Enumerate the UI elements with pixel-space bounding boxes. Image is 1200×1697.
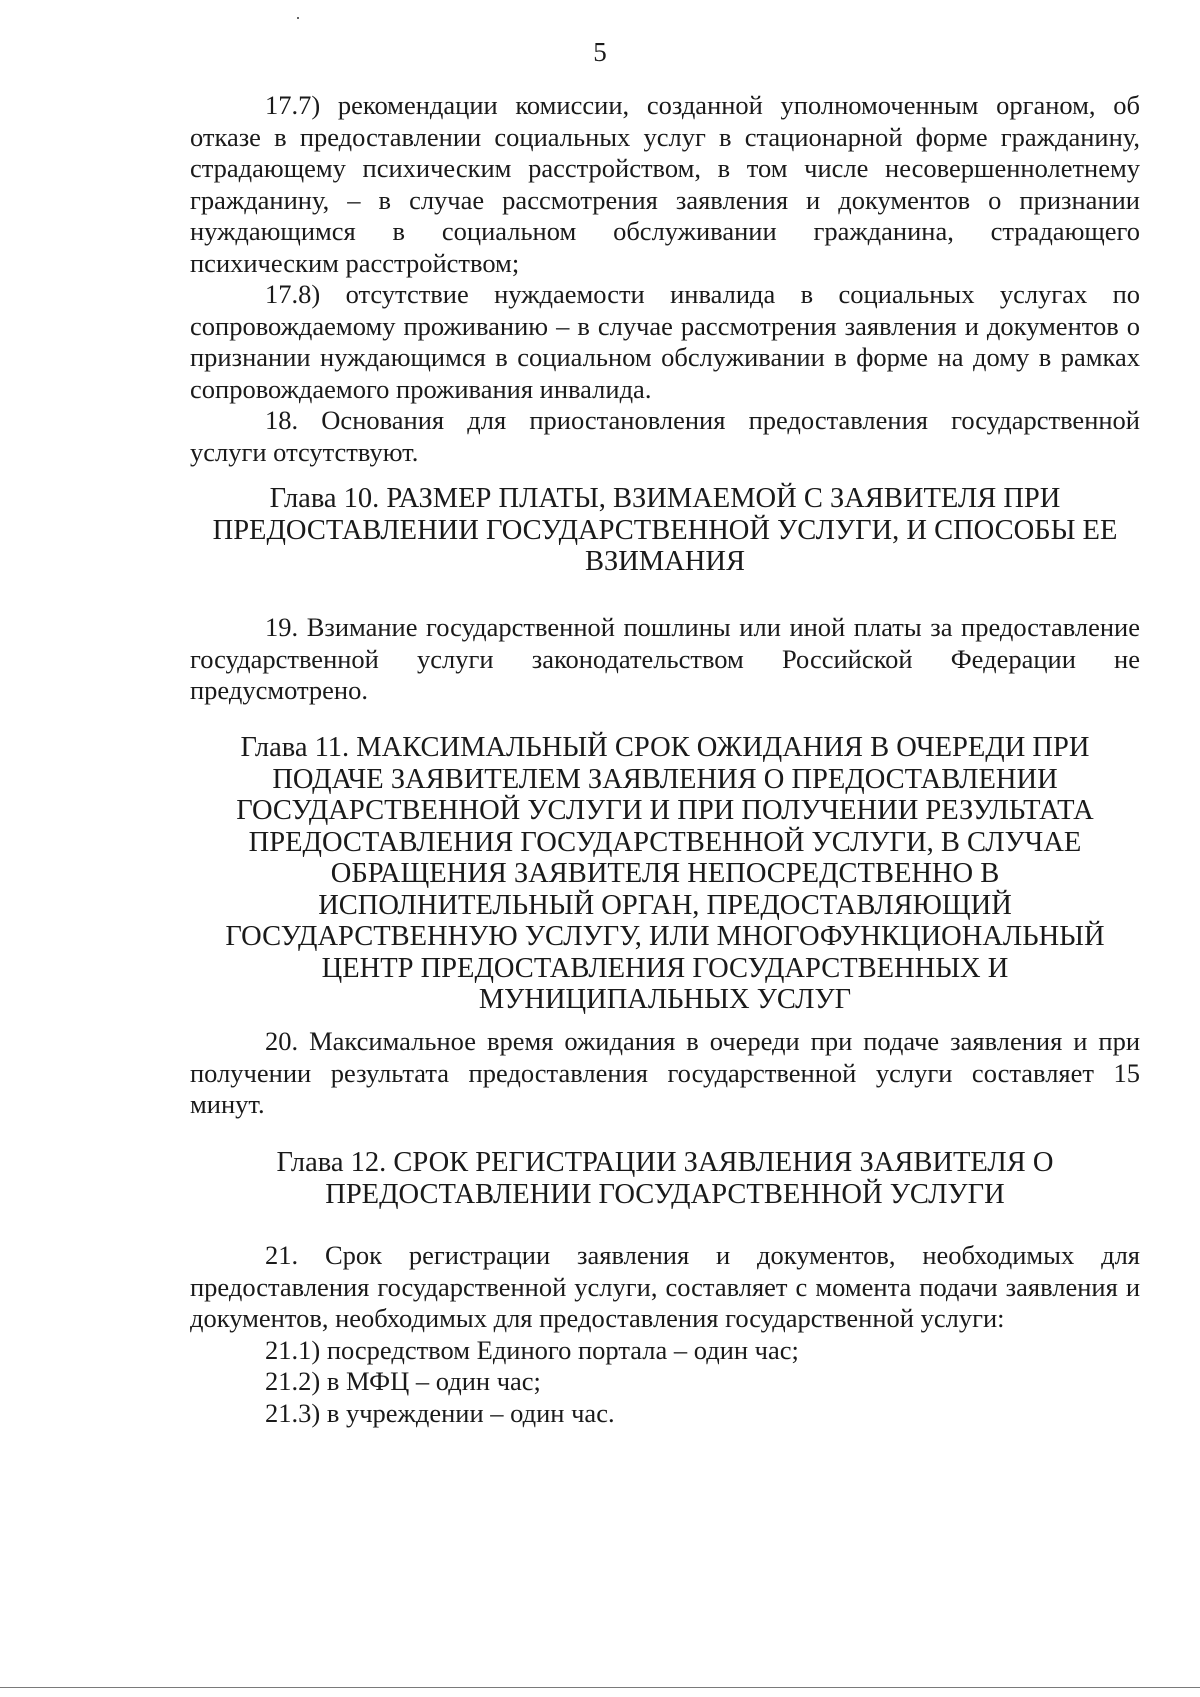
page-number: 5 — [593, 37, 607, 67]
paragraph-19: 19. Взимание государственной пошлины или иной платы за предоставление государственной услуги законодательством Российской Федерации не предусмотрено. — [190, 612, 1140, 705]
chapter-12-heading: Глава 12. СРОК РЕГИСТРАЦИИ ЗАЯВЛЕНИЯ ЗАЯВИТЕЛЯ О ПРЕДОСТАВЛЕНИИ ГОСУДАРСТВЕННОЙ УСЛУГИ — [276, 1147, 1054, 1210]
paragraph-21: 21. Срок регистрации заявления и документов, необходимых для предоставления государственной услуги, составляет с момента подачи заявления и документов, необходимых для предоставления государственной услуги: — [190, 1240, 1140, 1333]
paragraph-20-block — [190, 1026, 1140, 1121]
scan-bottom-edge — [0, 1687, 1200, 1688]
list-item-21-1: 21.1) посредством Единого портала – один час; — [265, 1334, 799, 1365]
chapter-11-heading: Глава 11. МАКСИМАЛЬНЫЙ СРОК ОЖИДАНИЯ В ОЧЕРЕДИ ПРИ ПОДАЧЕ ЗАЯВИТЕЛЕМ ЗАЯВЛЕНИЯ О ПРЕДОСТАВЛЕНИИ ГОСУДАРСТВЕННОЙ УСЛУГИ И ПРИ ПОЛУЧЕНИИ РЕЗУЛЬТАТА ПРЕДОСТАВЛЕНИЯ ГОСУДАРСТВЕННОЙ УСЛУГИ, В СЛУЧАЕ ОБРАЩЕНИЯ ЗАЯВИТЕЛЯ НЕПОСРЕДСТВЕННО В ИСПОЛНИТЕЛЬНЫЙ ОРГАН, ПРЕДОСТАВЛЯЮЩИЙ ГОСУДАРСТВЕННУЮ УСЛУГУ, ИЛИ МНОГОФУНКЦИОНАЛЬНЫЙ ЦЕНТР ПРЕДОСТАВЛЕНИЯ ГОСУДАРСТВЕННЫХ И МУНИЦИПАЛЬНЫХ УСЛУГ — [225, 732, 1105, 1015]
chapter-10-heading: Глава 10. РАЗМЕР ПЛАТЫ, ВЗИМАЕМОЙ С ЗАЯВИТЕЛЯ ПРИ ПРЕДОСТАВЛЕНИИ ГОСУДАРСТВЕННОЙ УСЛУГИ, И СПОСОБЫ ЕЕ ВЗИМАНИЯ — [212, 483, 1118, 577]
paragraph-20: 20. Максимальное время ожидания в очереди при подаче заявления и при получении результата предоставления государственной услуги составляет 15 минут. — [190, 1026, 1140, 1119]
paragraph-19-block — [190, 612, 1140, 707]
list-item-21-2: 21.2) в МФЦ – один час; — [265, 1366, 541, 1396]
paragraph-17-8: 17.8) отсутствие нуждаемости инвалида в социальных услугах по сопровождаемому проживанию – в случае рассмотрения заявления и документов о признании нуждающимся в социальном обслуживании в форме на дому в рамках сопровождаемого проживания инвалида. — [190, 279, 1140, 404]
paragraph-18: 18. Основания для приостановления предоставления государственной услуги отсутствуют. — [190, 405, 1140, 467]
paragraph-17-7: 17.7) рекомендации комиссии, созданной уполномоченным органом, об отказе в предоставлении социальных услуг в стационарной форме гражданину, страдающему психическим расстройством, в том числе несовершеннолетнему гражданину, – в случае рассмотрения заявления и документов о признании нуждающимся в социальном обслуживании гражданина, страдающего психическим расстройством; — [190, 90, 1140, 278]
paragraph-21-block — [190, 1240, 1140, 1429]
scan-speck — [297, 17, 299, 19]
list-item-21-3: 21.3) в учреждении – один час. — [265, 1397, 615, 1428]
paragraphs-17-18 — [190, 90, 1140, 468]
